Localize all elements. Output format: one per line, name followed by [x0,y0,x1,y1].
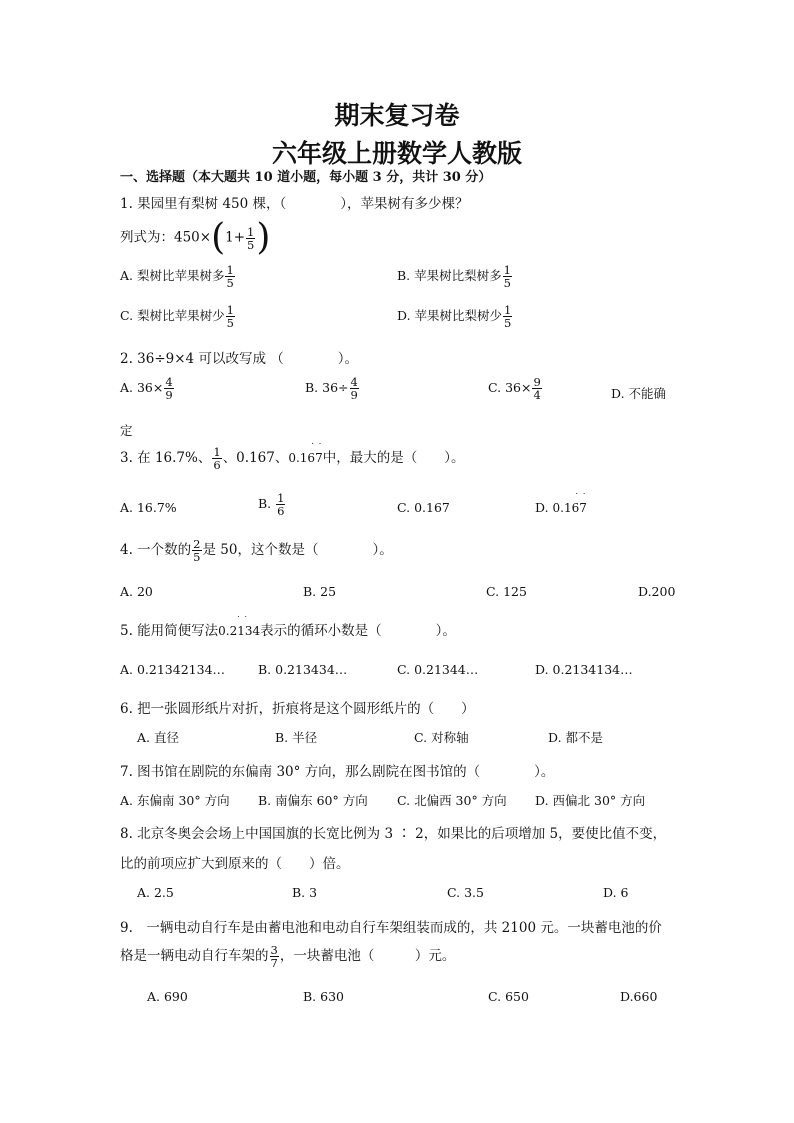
question-9-option-b: B. 630 [303,989,344,1004]
repeating-decimal: 0.167 ˙ ˙ [288,443,323,465]
question-8-option-d: D. 6 [603,885,629,900]
question-4-option-d: D.200 [638,584,676,599]
repeating-decimal: 0.2134 ˙ ˙ [218,616,261,638]
left-paren: ( [211,217,226,258]
question-9-option-c: C. 650 [488,989,529,1004]
question-2-stem: 2. 36÷9×4 可以改写成 （ ）。 [120,351,358,367]
question-9-option-a: A. 690 [147,989,188,1004]
question-2-option-d: D. 不能确 [611,386,667,401]
question-9-option-d: D.660 [620,989,658,1004]
question-4-option-b: B. 25 [303,584,337,599]
question-2-option-b: B. 36÷ $\frac{4}{9}$ [305,375,358,402]
question-6-option-a: A. 直径 [137,730,179,745]
question-1-option-b: B. 苹果树比梨树多 $\frac{1}{5}$ [397,263,511,290]
question-5-option-a: A. 0.21342134… [120,662,226,677]
fraction: $\frac{1}{5}$ [247,224,255,252]
question-8-option-a: A. 2.5 [137,885,174,900]
formula-prefix: 列式为：450× [120,229,212,246]
formula-one: 1+ [225,229,246,246]
question-5-option-d: D. 0.2134134… [535,662,633,677]
question-5-option-c: C. 0.21344… [397,662,479,677]
question-9-stem-line-2: 格是一辆电动自行车架的 $\frac{3}{7}$ ，一块蓄电池（ ）元。 [120,943,456,970]
question-1-formula [120,217,271,258]
question-4-option-a: A. 20 [120,584,153,599]
question-9-stem-line-1: 9. 一辆电动自行车是由蓄电池和电动自行车架组装而成的，共 2100 元。一块蓄电池的价 [120,920,662,936]
question-8-stem-line-2: 比的前项应扩大到原来的（ ）倍。 [120,856,350,872]
section-header: 一、选择题（本大题共 10 道小题，每小题 3 分，共计 30 分） [120,170,492,185]
question-1-option-a: A. 梨树比苹果树多 $\frac{1}{5}$ [120,263,234,290]
question-1-option-d: D. 苹果树比梨树少 $\frac{1}{5}$ [397,303,512,330]
question-3-option-b: B. $\frac{1}{6}$ [258,491,285,518]
right-paren: ) [256,217,271,258]
question-2-option-d-wrap: 定 [120,423,133,438]
page-title: 期末复习卷 [334,101,460,130]
question-6-option-b: B. 半径 [275,730,318,745]
question-7-option-b: B. 南偏东 60° 方向 [258,793,368,808]
question-1-stem: 1. 果园里有梨树 450 棵，（ ），苹果树有多少棵？ [120,196,469,212]
question-6-option-d: D. 都不是 [548,730,604,745]
question-6-option-c: C. 对称轴 [414,730,469,745]
question-2-option-a: A. 36× $\frac{4}{9}$ [120,375,173,402]
question-8-option-c: C. 3.5 [447,885,484,900]
question-4-stem: 4. 一个数的 $\frac{2}{5}$ 是 50，这个数是（ ）。 [120,537,393,564]
question-7-option-a: A. 东偏南 30° 方向 [120,793,230,808]
question-3-option-c: C. 0.167 [397,500,450,515]
question-7-option-c: C. 北偏西 30° 方向 [397,793,507,808]
question-7-stem: 7. 图书馆在剧院的东偏南 30° 方向，那么剧院在图书馆的（ ）。 [120,764,555,780]
question-3-option-a: A. 16.7% [120,500,177,515]
question-2-option-c: C. 36× $\frac{9}{4}$ [488,375,541,402]
question-1-option-c: C. 梨树比苹果树少 $\frac{1}{5}$ [120,303,234,330]
question-7-option-d: D. 西偏北 30° 方向 [535,793,646,808]
question-5-option-b: B. 0.213434… [258,662,348,677]
question-5-stem: 5. 能用简便写法0.2134 ˙ ˙ 表示的循环小数是（ ）。 [120,616,456,639]
question-6-stem: 6. 把一张圆形纸片对折，折痕将是这个圆形纸片的（ ） [120,701,475,717]
question-8-option-b: B. 3 [292,885,318,900]
page-subtitle: 六年级上册数学人教版 [271,139,522,168]
question-3-option-d: D. 0.167 ˙ ˙ [535,493,587,515]
question-4-option-c: C. 125 [486,584,527,599]
question-8-stem-line-1: 8. 北京冬奥会会场上中国国旗的长宽比例为 3 ∶ 2，如果比的后项增加 5，要使比值不变， [120,826,667,842]
question-3-stem: 3. 在 16.7%、 $\frac{1}{6}$ 、0.167、0.167 ˙ ˙ 中，最大的是（ ）。 [120,443,465,472]
